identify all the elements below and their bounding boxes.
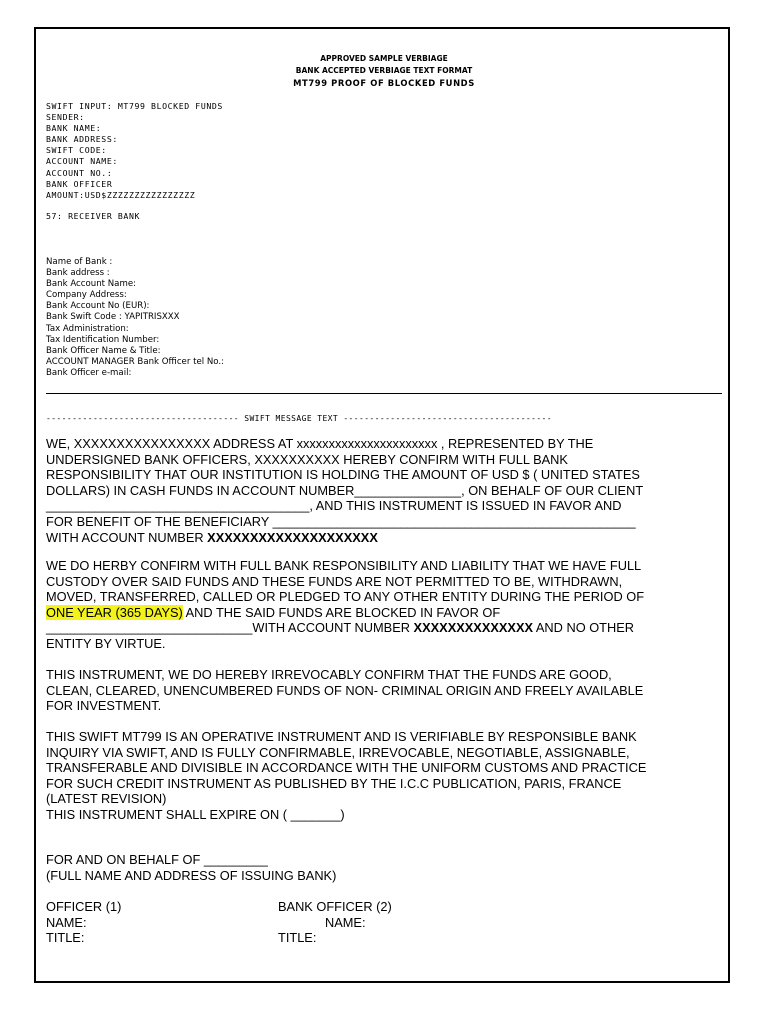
text-span: WITH ACCOUNT NUMBER — [46, 529, 208, 545]
horizontal-rule — [46, 393, 722, 394]
behalf-block — [46, 852, 722, 883]
text-span: AND NO OTHER — [533, 620, 635, 636]
receiver-field: Bank address : — [46, 268, 110, 279]
receiver-field: ACCOUNT MANAGER Bank Officer tel No.: — [46, 356, 225, 367]
text-line: FOR SUCH CREDIT INSTRUMENT AS PUBLISHED BY THE I.C.C PUBLICATION, PARIS, FRANCE — [46, 775, 622, 791]
swift-message-divider: ------------------------------------- SWIFT MESSAGE TEXT ---------------------------------------- — [46, 414, 552, 423]
text-line: FOR BENEFIT OF THE BENEFICIARY ___________________________________________________ — [46, 513, 636, 529]
officer-1-block — [46, 899, 121, 946]
swift-field: BANK ADDRESS: — [46, 134, 118, 145]
text-line — [46, 530, 722, 546]
swift-field: SWIFT INPUT: MT799 BLOCKED FUNDS — [46, 101, 223, 111]
receiver-field: Bank Officer Name & Title: — [46, 345, 161, 356]
swift-field: ACCOUNT NAME: — [46, 156, 118, 167]
text-span: AND THE SAID FUNDS ARE BLOCKED IN FAVOR OF — [182, 604, 501, 620]
receiver-field: Tax Administration: — [46, 323, 129, 334]
text-line: RESPONSIBILITY THAT OUR INSTITUTION IS HOLDING THE AMOUNT OF USD $ ( UNITED STATES — [46, 467, 640, 483]
text-line: THIS SWIFT MT799 IS AN OPERATIVE INSTRUMENT AND IS VERIFIABLE BY RESPONSIBLE BANK — [46, 729, 637, 744]
swift-field: SWIFT CODE: — [46, 145, 107, 156]
officer-2-name: NAME: — [325, 914, 366, 930]
officer-1-label: OFFICER (1) — [46, 899, 122, 914]
paragraph-instrument — [46, 729, 722, 823]
text-line: DOLLARS) IN CASH FUNDS IN ACCOUNT NUMBER_______________, ON BEHALF OF OUR CLIENT — [46, 482, 644, 498]
text-line — [46, 605, 722, 621]
receiver-field: Name of Bank : — [46, 257, 113, 267]
officer-1-name: NAME: — [46, 914, 87, 930]
text-span: _____________________________WITH ACCOUNT NUMBER — [46, 620, 414, 636]
swift-field: BANK NAME: — [46, 123, 102, 134]
account-number-bold: XXXXXXXXXXXXXX — [413, 620, 534, 636]
text-line: WE, XXXXXXXXXXXXXXXX ADDRESS AT xxxxxxxxxxxxxxxxxxxxxx , REPRESENTED BY THE — [46, 436, 594, 451]
account-number-bold: XXXXXXXXXXXXXXXXXXXX — [207, 529, 378, 545]
receiver-fields-block — [46, 257, 224, 379]
text-line: TRANSFERABLE AND DIVISIBLE IN ACCORDANCE WITH THE UNIFORM CUSTOMS AND PRACTICE — [46, 760, 647, 776]
officer-2-title: TITLE: — [278, 930, 317, 946]
paragraph-funds-status — [46, 667, 722, 714]
receiver-field: Bank Officer e-mail: — [46, 367, 132, 378]
text-line: _____________________________________, AND THIS INSTRUMENT IS ISSUED IN FAVOR AND — [46, 498, 622, 514]
swift-field: SENDER: — [46, 112, 85, 123]
document-title: MT799 PROOF OF BLOCKED FUNDS — [293, 78, 475, 88]
swift-field: BANK OFFICER — [46, 178, 113, 189]
swift-field: AMOUNT:USD$ZZZZZZZZZZZZZZZZ — [46, 189, 196, 200]
receiver-field: Company Address: — [46, 290, 127, 301]
paragraph-confirmation — [46, 436, 722, 545]
text-line: (LATEST REVISION) — [46, 791, 167, 807]
text-line: MOVED, TRANSFERRED, CALLED OR PLEDGED TO ANY OTHER ENTITY DURING THE PERIOD OF — [46, 589, 645, 605]
text-line — [46, 620, 722, 636]
header-line-2: BANK ACCEPTED VERBIAGE TEXT FORMAT — [295, 66, 473, 75]
paragraph-custody — [46, 558, 722, 652]
receiver-field: Bank Account No (EUR): — [46, 301, 150, 312]
text-line: CLEAN, CLEARED, UNENCUMBERED FUNDS OF NON- CRIMINAL ORIGIN AND FREELY AVAILABLE — [46, 682, 644, 698]
text-line: UNDERSIGNED BANK OFFICERS, XXXXXXXXXX HEREBY CONFIRM WITH FULL BANK — [46, 451, 568, 467]
highlighted-period: ONE YEAR (365 DAYS) — [46, 604, 183, 620]
receiver-bank-label: 57: RECEIVER BANK — [46, 211, 140, 221]
text-line: FOR INVESTMENT. — [46, 698, 162, 714]
text-line: ENTITY BY VIRTUE. — [46, 635, 166, 651]
text-line: (FULL NAME AND ADDRESS OF ISSUING BANK) — [46, 867, 337, 883]
text-line: INQUIRY VIA SWIFT, AND IS FULLY CONFIRMABLE, IRREVOCABLE, NEGOTIABLE, ASSIGNABLE, — [46, 744, 630, 760]
receiver-field: Tax Identification Number: — [46, 334, 160, 345]
officer-2-block — [278, 899, 392, 946]
text-line: WE DO HERBY CONFIRM WITH FULL BANK RESPONSIBILITY AND LIABILITY THAT WE HAVE FULL — [46, 558, 642, 573]
text-line: FOR AND ON BEHALF OF _________ — [46, 852, 268, 867]
text-line: THIS INSTRUMENT, WE DO HEREBY IRREVOCABLY CONFIRM THAT THE FUNDS ARE GOOD, — [46, 667, 612, 682]
swift-fields-block — [46, 101, 223, 201]
text-line: CUSTODY OVER SAID FUNDS AND THESE FUNDS ARE NOT PERMITTED TO BE, WITHDRAWN, — [46, 573, 623, 589]
officer-2-label: BANK OFFICER (2) — [278, 899, 392, 914]
text-line: THIS INSTRUMENT SHALL EXPIRE ON ( _______) — [46, 806, 345, 822]
header-line-1: APPROVED SAMPLE VERBIAGE — [320, 54, 448, 63]
officer-1-title: TITLE: — [46, 930, 85, 946]
receiver-field: Bank Swift Code : YAPITRISXXX — [46, 312, 180, 323]
receiver-field: Bank Account Name: — [46, 279, 136, 290]
swift-field: ACCOUNT NO.: — [46, 167, 113, 178]
